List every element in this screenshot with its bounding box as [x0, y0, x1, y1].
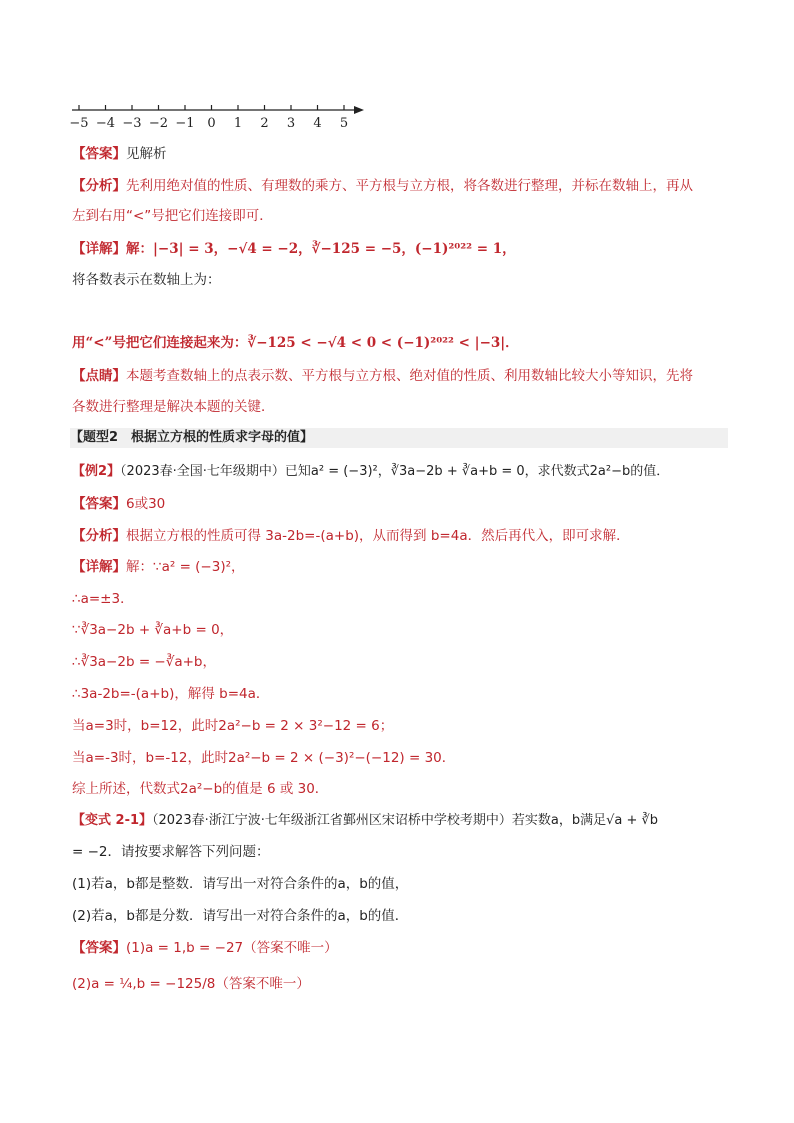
- number-line-label: −1: [175, 116, 195, 130]
- number-line-label: −5: [69, 116, 89, 130]
- var21-part-1: (1)若a，b都是整数．请写出一对符合条件的a，b的值，: [72, 876, 409, 892]
- ex2-answer: 【答案】6或30: [72, 496, 166, 512]
- number-line-label: −3: [122, 116, 142, 130]
- var21-answer-2: (2)a = ¼,b = −125/8（答案不唯一）: [72, 976, 310, 992]
- ex1-comment-line-2: 各数进行整理是解决本题的关键．: [72, 399, 275, 415]
- number-line-label: 1: [233, 116, 243, 130]
- number-line: [66, 98, 366, 130]
- ex1-analysis-line-1: 【分析】先利用绝对值的性质、有理数的乘方、平方根与立方根，将各数进行整理，并标在数轴上，再从: [72, 178, 693, 194]
- var21-question-line-1: 【变式 2-1】（2023春·浙江宁波·七年级浙江省鄞州区宋诏桥中学校考期中）若实数a，b满足√a + ∛b: [72, 813, 659, 828]
- ex1-detail: 【详解】解：|−3| = 3，−√4 = −2，∛−125 = −5，(−1)²⁰²² = 1，: [72, 241, 516, 257]
- ex1-answer: 【答案】见解析: [72, 146, 167, 162]
- ex2-detail-step-7: 综上所述，代数式2a²−b的值是 6 或 30．: [72, 781, 329, 797]
- topic-2-title: 【题型2 根据立方根的性质求字母的值】: [70, 428, 728, 448]
- ex1-comment-line-1: 【点睛】本题考查数轴上的点表示数、平方根与立方根、绝对值的性质、利用数轴比较大小等知识，先将: [72, 368, 693, 384]
- ex2-analysis: 【分析】根据立方根的性质可得 3a-2b=-(a+b)，从而得到 b=4a．然后再代入，即可求解．: [72, 528, 630, 544]
- ex2-detail-step-5: 当a=3时，b=12，此时2a²−b = 2 × 3²−12 = 6；: [72, 718, 394, 734]
- var21-answer-1: 【答案】(1)a = 1,b = −27（答案不唯一）: [72, 940, 338, 956]
- number-line-label: −2: [148, 116, 169, 130]
- var21-part-2: (2)若a，b都是分数．请写出一对符合条件的a，b的值．: [72, 908, 409, 924]
- number-line-label: 3: [286, 116, 296, 130]
- ex2-detail-step-2: ∵∛3a−2b + ∛a+b = 0，: [72, 622, 234, 638]
- ex2-detail-step-4: ∴3a-2b=-(a+b)，解得 b=4a．: [72, 686, 270, 702]
- number-line-label: 5: [339, 116, 349, 130]
- number-line-label: 2: [260, 116, 269, 130]
- number-line-label: 4: [313, 116, 322, 130]
- ex2-detail-step-6: 当a=-3时，b=-12，此时2a²−b = 2 × (−3)²−(−12) = 30．: [72, 750, 456, 766]
- ex1-connect: 用“<”号把它们连接起来为：∛−125 < −√4 < 0 < (−1)²⁰²² < |−3|．: [72, 335, 519, 351]
- number-line-label: −4: [95, 116, 116, 130]
- number-line-label: 0: [207, 116, 216, 130]
- ex2-detail-step-0: 【详解】解：∵a² = (−3)²，: [72, 559, 245, 575]
- ex2-detail-step-1: ∴a=±3．: [72, 591, 134, 607]
- ex1-analysis-line-2: 左到右用“<”号把它们连接即可．: [72, 208, 273, 224]
- ex2-detail-step-3: ∴∛3a−2b = −∛a+b，: [72, 654, 216, 670]
- ex1-plot-text: 将各数表示在数轴上为：: [72, 272, 221, 288]
- var21-question-line-2: = −2．请按要求解答下列问题：: [72, 844, 270, 860]
- ex2-question: 【例2】（2023春·全国·七年级期中）已知a² = (−3)²，∛3a−2b + ∛a+b = 0，求代数式2a²−b的值．: [72, 464, 670, 479]
